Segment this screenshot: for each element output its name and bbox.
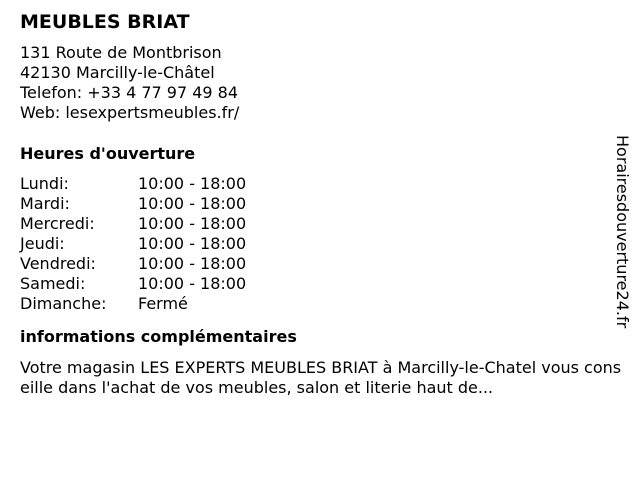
time-value: 10:00 - 18:00 [138, 174, 247, 193]
website-link: Web: lesexpertsmeubles.fr/ [20, 103, 240, 122]
day-label: Jeudi: [20, 234, 65, 253]
hours-row-thursday [20, 234, 628, 254]
time-value: Fermé [138, 294, 188, 313]
hours-row-saturday [20, 274, 628, 294]
time-value: 10:00 - 18:00 [138, 254, 247, 273]
opening-hours-heading: Heures d'ouverture [20, 144, 196, 163]
business-name: MEUBLES BRIAT [20, 11, 190, 33]
hours-row-tuesday [20, 194, 628, 214]
phone-number: Telefon: +33 4 77 97 49 84 [20, 83, 239, 102]
business-description: Votre magasin LES EXPERTS MEUBLES BRIAT à Marcilly-le-Chatel vous conseille dans l'achat de vos meubles, salon et literie haut de... [20, 358, 622, 397]
time-value: 10:00 - 18:00 [138, 234, 247, 253]
opening-hours-table [20, 174, 628, 314]
hours-row-wednesday [20, 214, 628, 234]
hours-row-monday [20, 174, 628, 194]
site-watermark-link[interactable]: Horairesdouverture24.fr [613, 135, 632, 329]
time-value: 10:00 - 18:00 [138, 214, 247, 233]
time-value: 10:00 - 18:00 [138, 274, 247, 293]
address-street: 131 Route de Montbrison [20, 43, 222, 62]
time-value: 10:00 - 18:00 [138, 194, 247, 213]
day-label: Mardi: [20, 194, 70, 213]
address-city: 42130 Marcilly-le-Châtel [20, 63, 215, 82]
business-card [20, 10, 628, 398]
hours-row-sunday [20, 294, 628, 314]
additional-info-heading: informations complémentaires [20, 327, 297, 346]
day-label: Vendredi: [20, 254, 96, 273]
day-label: Dimanche: [20, 294, 107, 313]
hours-row-friday [20, 254, 628, 274]
day-label: Lundi: [20, 174, 69, 193]
day-label: Mercredi: [20, 214, 95, 233]
day-label: Samedi: [20, 274, 86, 293]
